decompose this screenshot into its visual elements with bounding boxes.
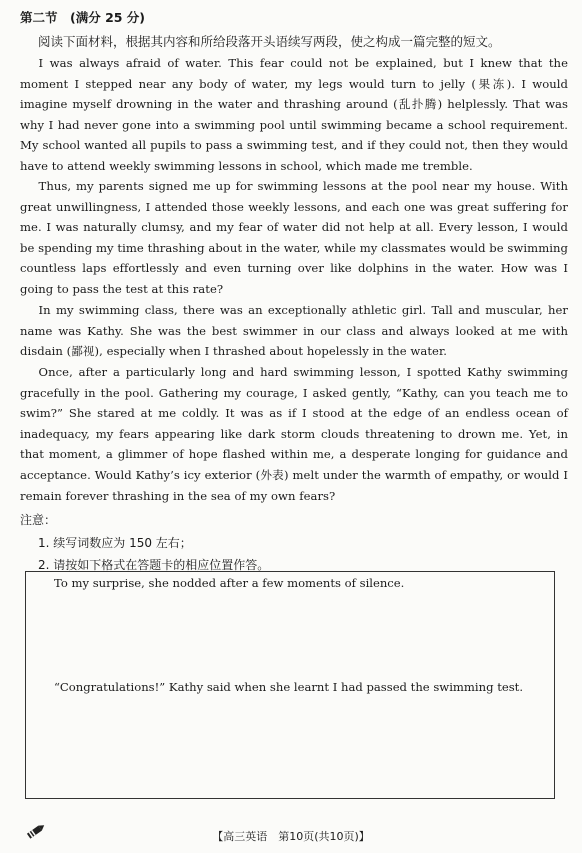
note-item-word-count: 1. 续写词数应为 150 左右； [38, 536, 192, 550]
paragraph-starter-2: “Congratulations!” Kathy said when she learnt I had passed the swimming test. [54, 680, 524, 694]
note-item-format: 2. 请按如下格式在答题卡的相应位置作答。 [38, 558, 270, 572]
answer-box[interactable] [25, 571, 555, 799]
instruction-text: 阅读下面材料，根据其内容和所给段落开头语续写两段，使之构成一篇完整的短文。 [38, 34, 501, 49]
notes-label: 注意： [20, 513, 57, 527]
passage-paragraph-4: Once, after a particularly long and hard swimming lesson, I spotted Kathy swimming gracefully in the pool. Gathering my courage, I asked gently, “Kathy, can you teach me to swim?” She stared at me coldly. It was as if I stood at the edge of an endless ocean of inadequacy, my fears appearing like dark storm clouds threatening to drown me. Yet, in that moment, a glimmer of hope flashed within me, a desperate longing for guidance and acceptance. Would Kathy’s icy exterior (外表) melt under the warmth of empathy, or would I remain forever thrashing in the sea of my own fears? [20, 365, 568, 503]
passage-paragraph-3: In my swimming class, there was an exceptionally athletic girl. Tall and muscular, her name was Kathy. She was the best swimmer in our class and always looked at me with disdain (鄙视), especially when I thrashed about hopelessly in the water. [20, 303, 568, 359]
paragraph-starter-1: To my surprise, she nodded after a few moments of silence. [54, 576, 405, 590]
passage-paragraph-2: Thus, my parents signed me up for swimming lessons at the pool near my house. With great unwillingness, I attended those weekly lessons, and each one was great suffering for me. I was naturally clumsy, and my fear of water did not help at all. Every lesson, I would be spending my time thrashing about in the water, while my classmates would be swimming countless laps effortlessly and even turning over like dolphins in the water. How was I going to pass the test at this rate? [20, 179, 568, 296]
passage-paragraph-1: I was always afraid of water. This fear could not be explained, but I knew that the moment I stepped near any body of water, my legs would turn to jelly (果冻). I would imagine myself drowning in the water and thrashing around (乱扑腾) helplessly. That was why I had never gone into a swimming pool until swimming became a school requirement. My school wanted all pupils to pass a swimming test, and if they could not, then they would have to attend weekly swimming lessons in school, which made me tremble. [20, 56, 568, 173]
section-title: 第二节 (满分 25 分) [20, 10, 146, 25]
page-footer: 【高三英语 第10页(共10页)】 [212, 830, 370, 843]
